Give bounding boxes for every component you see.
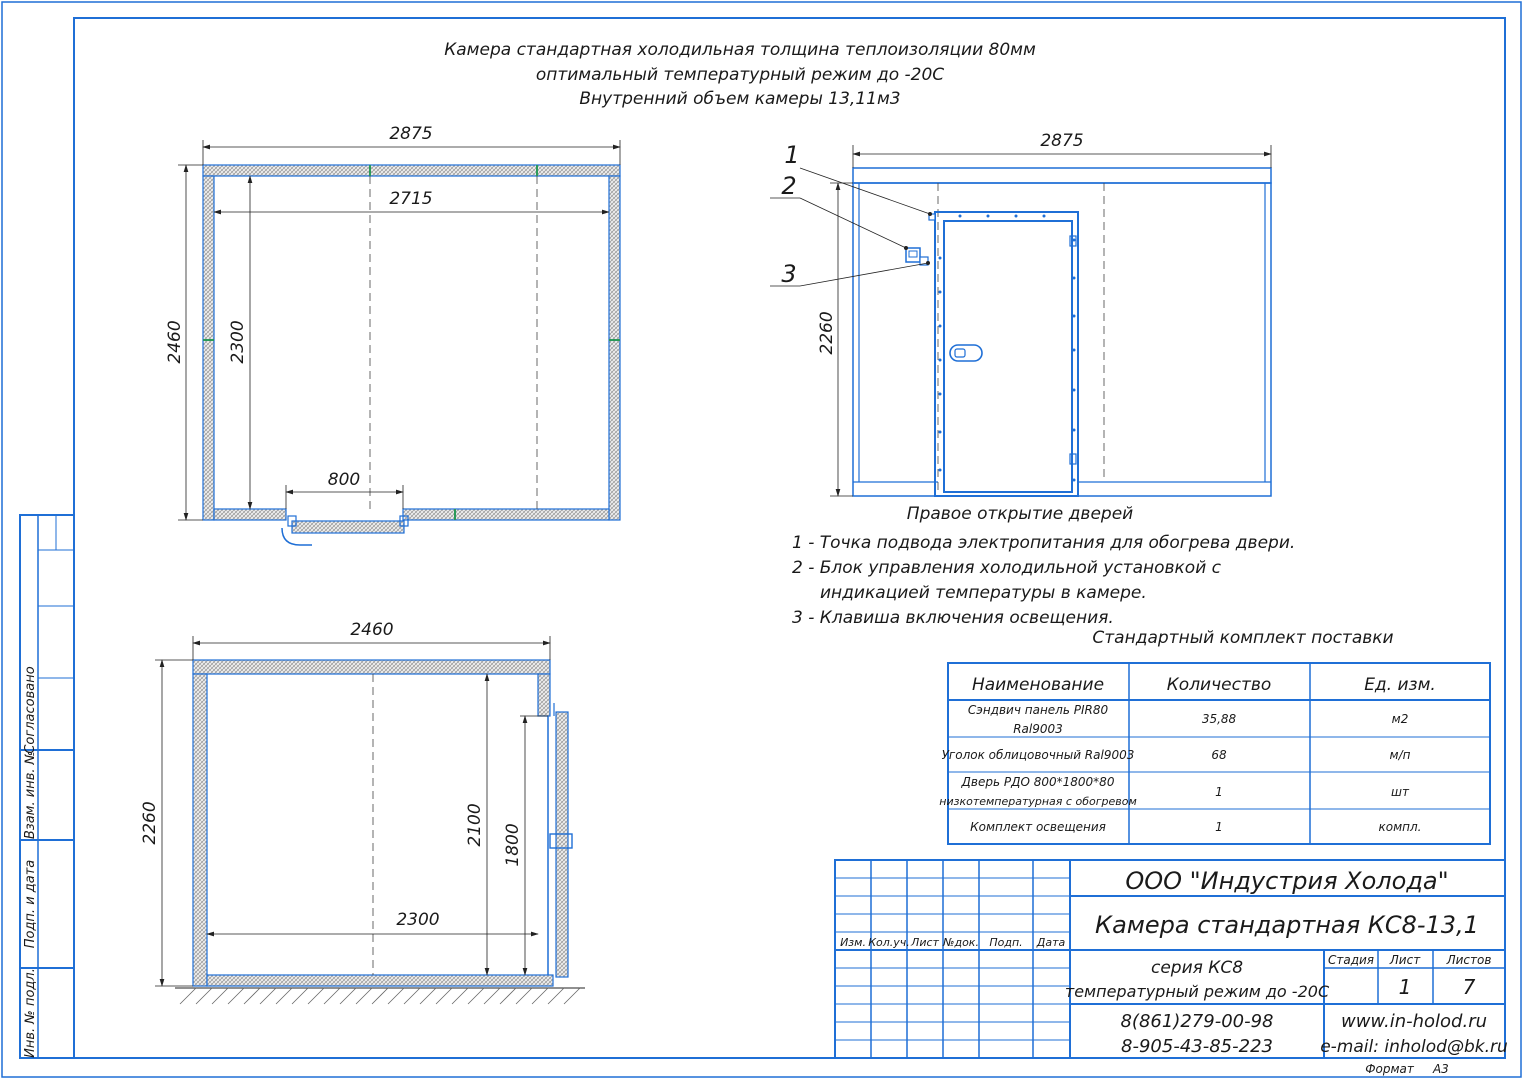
stamp-inv-orig: Инв. № подл.: [23, 968, 38, 1058]
tb-phone-2: 8-905-43-85-223: [1121, 1036, 1273, 1057]
tb-col-kol: Кол.уч.: [868, 936, 910, 949]
supply-table: [939, 628, 1490, 844]
dim-plan-door-width: 800: [327, 470, 361, 490]
side-view: [140, 620, 585, 1004]
stamp-agreed: Согласовано: [23, 666, 38, 754]
supply-row-name: Дверь РДО 800*1800*80: [961, 775, 1115, 789]
tb-sheet-label: Лист: [1389, 953, 1421, 967]
door-opening-label: Правое открытие дверей: [906, 504, 1134, 524]
header-line-1: Камера стандартная холодильная толщина теплоизоляции 80мм: [444, 40, 1036, 60]
tb-website: www.in-holod.ru: [1340, 1011, 1488, 1032]
side-door: [556, 712, 568, 977]
notes: [792, 533, 1295, 628]
supply-row-unit: м/п: [1389, 748, 1411, 762]
note-2b: индикацией температуры в камере.: [820, 583, 1147, 603]
supply-header-qty: Количество: [1166, 675, 1272, 695]
dim-plan-outer-depth: 2460: [165, 320, 185, 364]
supply-header-name: Наименование: [971, 675, 1105, 695]
callout-2: 2: [781, 172, 797, 200]
tb-sheet-no: 1: [1398, 975, 1412, 999]
dim-plan-outer-width: 2875: [389, 124, 433, 144]
supply-title: Стандартный комплект поставки: [1092, 628, 1394, 648]
plan-wall-top: [203, 165, 620, 176]
dim-side-height: 2260: [140, 801, 160, 845]
tb-format: Формат А3: [1365, 1062, 1449, 1076]
tb-product: Камера стандартная КС8-13,1: [1095, 911, 1479, 939]
supply-row-unit: шт: [1391, 785, 1409, 799]
control-unit: [906, 248, 920, 262]
tb-temp-mode: температурный режим до -20С: [1064, 982, 1330, 1001]
plan-door-leaf: [292, 521, 404, 533]
plan-wall-bottom-left: [214, 509, 286, 520]
plan-wall-left: [203, 176, 214, 520]
supply-row-name: низкотемпературная с обогревом: [939, 795, 1137, 808]
stamp-swap-inv: Взам. инв. №: [23, 750, 38, 840]
tb-sheets-label: Листов: [1446, 953, 1492, 967]
tb-company: ООО "Индустрия Холода": [1125, 867, 1449, 895]
tb-col-date: Дата: [1036, 936, 1066, 949]
callout-1: 1: [784, 141, 800, 169]
dim-plan-inner-depth: 2300: [228, 320, 248, 364]
dim-side-inner-width: 2300: [396, 910, 440, 930]
callout-3: 3: [781, 260, 797, 288]
note-3: 3 - Клавиша включения освещения.: [792, 608, 1114, 628]
supply-row-qty: 68: [1211, 748, 1227, 762]
front-door-frame: [935, 212, 1078, 496]
tb-col-list: Лист: [911, 936, 939, 949]
supply-row-unit: компл.: [1378, 820, 1422, 834]
supply-row-name: Комплект освещения: [970, 820, 1106, 834]
plan-view: [165, 124, 620, 545]
tb-col-izm: Изм.: [840, 936, 866, 949]
supply-row-qty: 1: [1215, 820, 1223, 834]
note-1: 1 - Точка подвода электропитания для обогрева двери.: [792, 533, 1296, 553]
header-line-3: Внутренний объем камеры 13,11м3: [579, 89, 901, 109]
tb-phone-1: 8(861)279-00-98: [1120, 1011, 1274, 1032]
note-2a: 2 - Блок управления холодильной установкой с: [792, 558, 1221, 578]
stamp-sign-date: Подп. и дата: [23, 859, 38, 949]
supply-row-qty: 1: [1215, 785, 1223, 799]
supply-row-unit: м2: [1391, 712, 1409, 726]
side-stamp: [20, 515, 74, 1058]
tb-sheets-total: 7: [1462, 975, 1476, 999]
plan-wall-right: [609, 176, 620, 520]
tb-email: e-mail: inholod@bk.ru: [1320, 1037, 1508, 1057]
tb-stage-label: Стадия: [1327, 953, 1375, 967]
front-view: [770, 131, 1271, 524]
dim-side-width: 2460: [350, 620, 394, 640]
tb-col-doc: №док.: [943, 936, 979, 949]
supply-row-name: Уголок облицовочный Ral9003: [941, 748, 1135, 762]
supply-row-name: Сэндвич панель PIR80: [967, 703, 1109, 717]
supply-row-name: Ral9003: [1013, 722, 1063, 736]
dim-side-inner-height: 2100: [465, 803, 485, 847]
tb-col-podp: Подп.: [989, 936, 1023, 949]
supply-header-unit: Ед. изм.: [1364, 675, 1436, 695]
dim-front-width: 2875: [1040, 131, 1084, 151]
dim-plan-inner-width: 2715: [389, 189, 433, 209]
title-block: [835, 860, 1508, 1076]
header-line-2: оптимальный температурный режим до -20С: [535, 65, 945, 85]
dim-front-height: 2260: [817, 311, 837, 355]
dim-side-door-height: 1800: [503, 823, 523, 867]
tb-series: серия КС8: [1150, 958, 1244, 978]
plan-wall-bottom-right: [403, 509, 609, 520]
supply-row-qty: 35,88: [1201, 712, 1237, 726]
